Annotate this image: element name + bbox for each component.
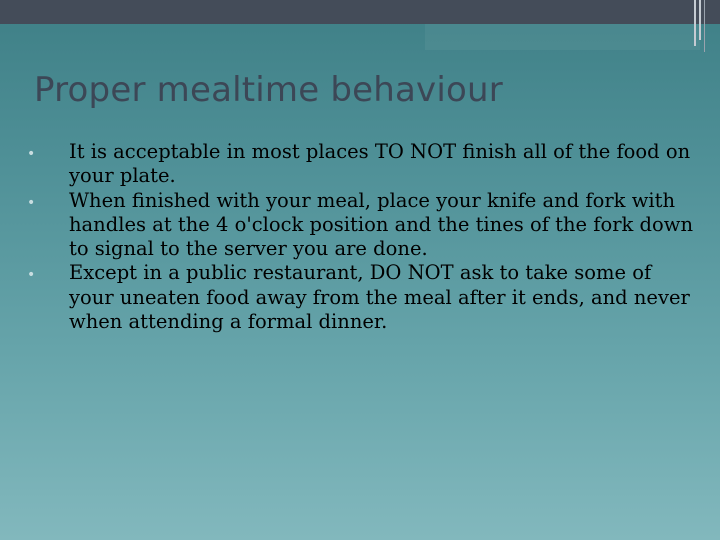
- bullet-text: It is acceptable in most places TO NOT finish all of the food on your plate.: [69, 140, 691, 188]
- bullet-icon: •: [27, 146, 36, 162]
- bullet-list: [27, 140, 693, 334]
- bullet-item: [27, 189, 693, 262]
- corner-decoration-line: [694, 0, 696, 46]
- bullet-icon: •: [27, 267, 36, 284]
- top-bar: [0, 0, 720, 24]
- bullet-item: [27, 261, 693, 334]
- corner-decoration-line: [699, 0, 701, 40]
- bullet-icon: •: [27, 194, 36, 211]
- top-accent-band: [425, 24, 700, 50]
- bullet-item: [27, 140, 693, 189]
- bullet-text: Except in a public restaurant, DO NOT ask to take some of your uneaten food away from the meal after it ends, and never when attending a formal dinner.: [69, 261, 690, 334]
- bullet-text: When finished with your meal, place your knife and fork with handles at the 4 o'clock position and the tines of the fork down to signal to the server you are done.: [69, 188, 694, 261]
- slide-title: Proper mealtime behaviour: [34, 70, 503, 110]
- corner-decoration-line: [704, 0, 705, 52]
